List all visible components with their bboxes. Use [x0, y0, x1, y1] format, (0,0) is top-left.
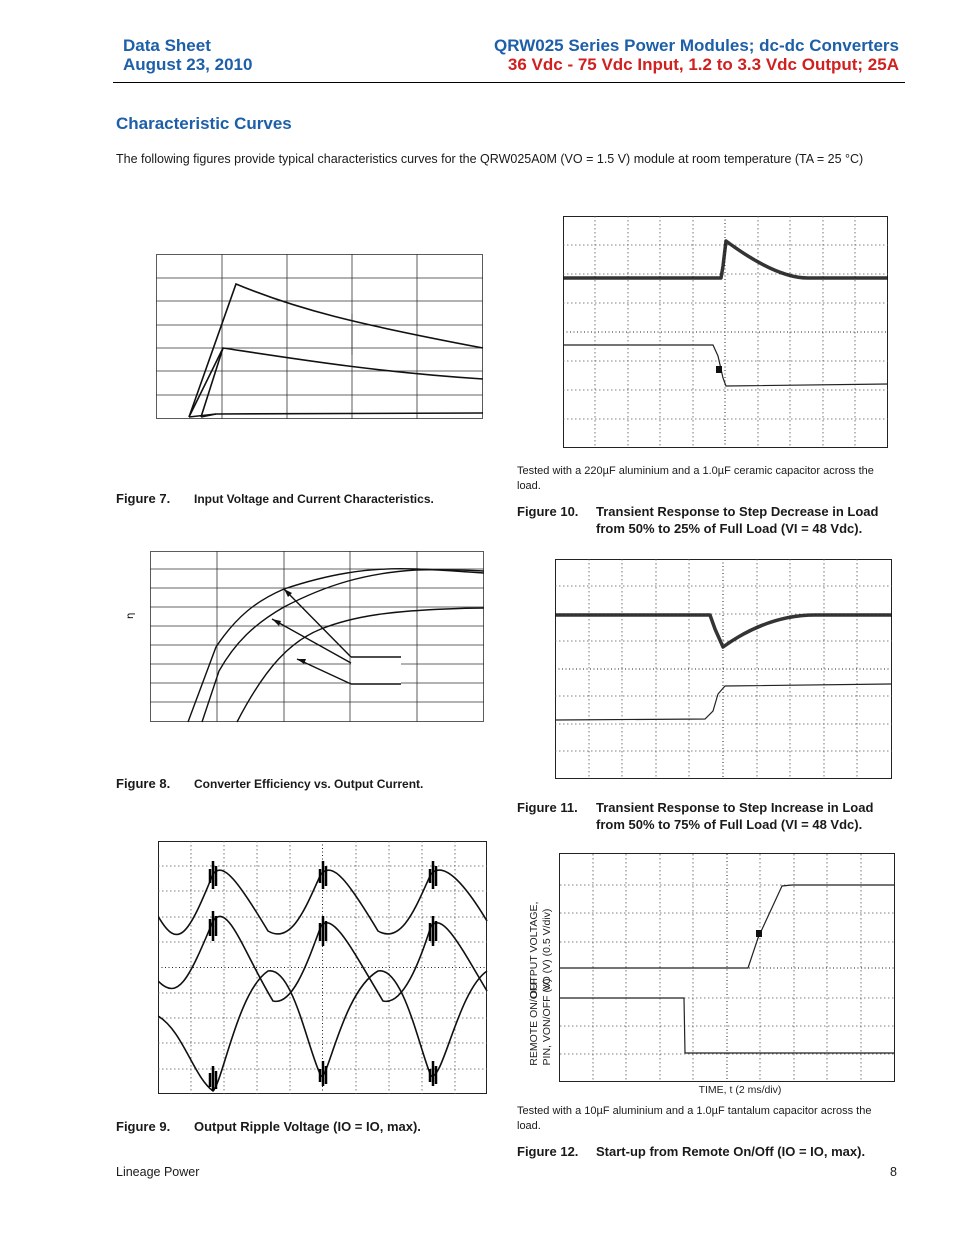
- header-right: [494, 36, 899, 74]
- intro-paragraph: The following figures provide typical characteristics curves for the QRW025A0M (VO = 1.5 V) module at room temperature (TA = 25 °C): [116, 152, 864, 166]
- section-title: Characteristic Curves: [116, 114, 292, 133]
- figure-10-title: Transient Response to Step Decrease in Load from 50% to 25% of Full Load (VI = 48 Vdc).: [596, 504, 879, 536]
- figure-7-number: Figure 7.: [116, 491, 171, 506]
- header-left: [123, 36, 252, 74]
- figure-10-number: Figure 10.: [517, 504, 579, 519]
- figure-8-title: Converter Efficiency vs. Output Current.: [194, 777, 424, 791]
- doc-type: Data Sheet: [123, 36, 211, 55]
- figure-12-ylabel-top-1: OUTPUT VOLTAGE,: [528, 901, 540, 999]
- footer-page-number: 8: [890, 1165, 897, 1179]
- figure-8-caption: [116, 775, 486, 793]
- figure-12-caption: [517, 1143, 897, 1160]
- figure-9-plot: [158, 841, 488, 1095]
- figure-12-note: Tested with a 10µF aluminium and a 1.0µF tantalum capacitor across the load.: [517, 1105, 872, 1132]
- figure-8-ylabel: η: [125, 612, 136, 619]
- figure-12-ylabel-bottom-2: PIN, VON/OFF (V): [541, 978, 553, 1066]
- figure-8-number: Figure 8.: [116, 776, 171, 791]
- figure-10-plot: [563, 216, 889, 450]
- figure-11-caption: [517, 799, 897, 833]
- figure-8-plot: [116, 551, 488, 725]
- figure-9-number: Figure 9.: [116, 1119, 171, 1134]
- figure-9-title: Output Ripple Voltage (IO = IO, max).: [194, 1119, 421, 1134]
- header-rule: [113, 82, 905, 83]
- figure-7-caption: [116, 490, 486, 508]
- footer-company: Lineage Power: [116, 1165, 200, 1179]
- figure-9-caption: [116, 1118, 496, 1135]
- figure-7-plot: [156, 254, 484, 420]
- doc-date: August 23, 2010: [123, 55, 253, 74]
- figure-12-number: Figure 12.: [517, 1144, 579, 1159]
- figure-10-note: Tested with a 220µF aluminium and a 1.0µF ceramic capacitor across the load.: [517, 465, 874, 492]
- figure-10-caption: [517, 503, 897, 537]
- figure-12-ylabel-bottom-1: REMOTE ON/OFF: [528, 978, 540, 1066]
- figure-12-plot: [520, 850, 898, 1098]
- figure-11-plot: [555, 559, 893, 781]
- doc-subtitle: 36 Vdc - 75 Vdc Input, 1.2 to 3.3 Vdc Output; 25A: [507, 55, 899, 74]
- doc-title: QRW025 Series Power Modules; dc-dc Converters: [494, 36, 899, 55]
- figure-12-xlabel: TIME, t (2 ms/div): [698, 1084, 782, 1096]
- figure-12-ylabel-top-2: VO (V) (0.5 V/div): [541, 908, 553, 992]
- figure-7-title: Input Voltage and Current Characteristics.: [194, 492, 434, 506]
- figure-11-number: Figure 11.: [517, 800, 578, 815]
- figure-12-title: Start-up from Remote On/Off (IO = IO, max).: [596, 1144, 866, 1159]
- figure-11-title: Transient Response to Step Increase in Load from 50% to 75% of Full Load (VI = 48 Vdc).: [596, 800, 874, 832]
